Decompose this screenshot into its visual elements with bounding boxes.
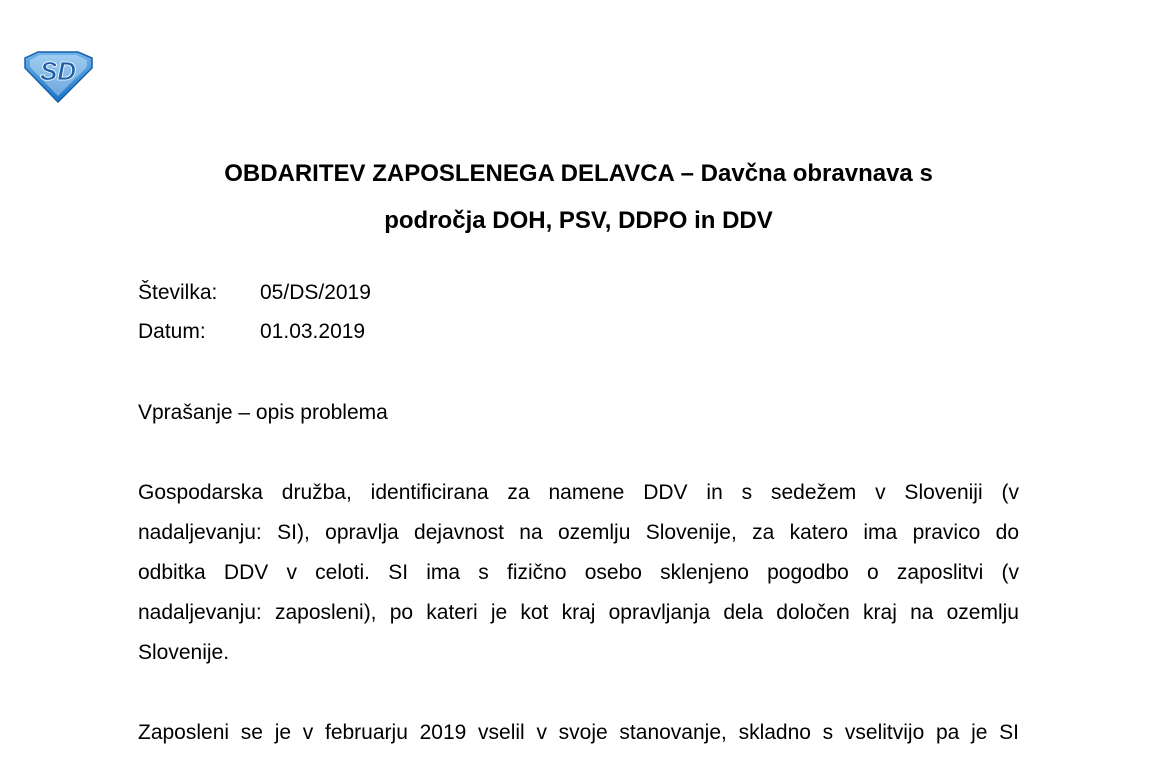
meta-date-value: 01.03.2019 bbox=[260, 320, 366, 343]
paragraph-line: Gospodarska družba, identificirana za namene DDV in s sedežem v Sloveniji (v bbox=[138, 481, 1019, 504]
paragraph-line: odbitka DDV v celoti. SI ima s fizično osebo sklenjeno pogodbo o zaposlitvi (v bbox=[138, 561, 1019, 584]
company-logo bbox=[22, 50, 94, 104]
document-title-line-1: OBDARITEV ZAPOSLENEGA DELAVCA – Davčna obravnava s bbox=[224, 160, 933, 187]
sd-shield-logo-icon bbox=[22, 50, 94, 104]
meta-number-value: 05/DS/2019 bbox=[260, 281, 371, 304]
paragraph-1 bbox=[138, 480, 1019, 680]
paragraph-line: nadaljevanju: zaposleni), po kateri je kot kraj opravljanja dela določen kraj na ozemlju bbox=[138, 601, 1019, 624]
paragraph-2 bbox=[138, 720, 1019, 760]
section-heading: Vprašanje – opis problema bbox=[138, 401, 388, 424]
paragraph-line: Slovenije. bbox=[138, 641, 230, 664]
paragraph-line: Zaposleni se je v februarju 2019 vselil v svoje stanovanje, skladno s vselitvijo pa je SI bbox=[138, 721, 1019, 744]
meta-date-label: Datum: bbox=[138, 320, 206, 343]
paragraph-line: nadaljevanju: SI), opravlja dejavnost na ozemlju Slovenije, za katero ima pravico do bbox=[138, 521, 1019, 544]
meta-number-label: Številka: bbox=[138, 281, 218, 304]
document-title-line-2: področja DOH, PSV, DDPO in DDV bbox=[384, 207, 773, 234]
svg-text:SD: SD bbox=[39, 56, 77, 86]
meta-date-row bbox=[138, 319, 365, 345]
meta-number-row bbox=[138, 280, 371, 306]
